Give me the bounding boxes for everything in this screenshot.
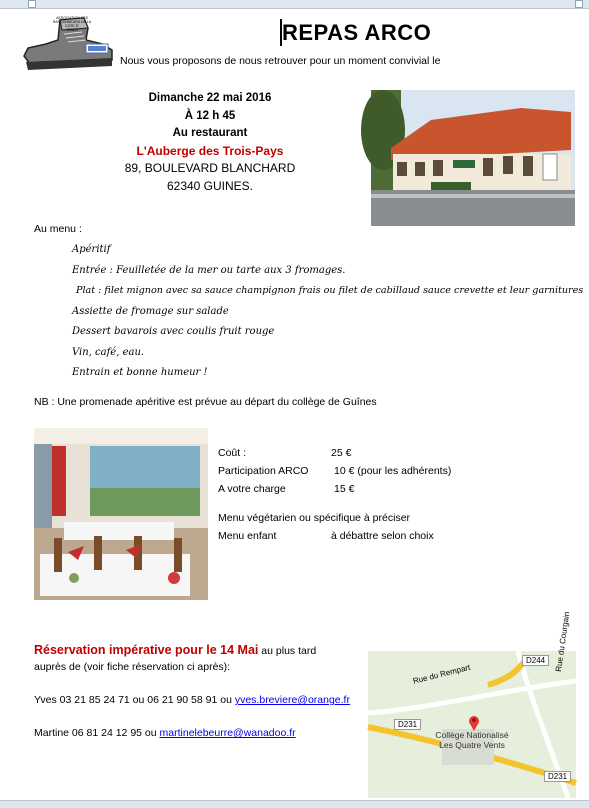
contact-yves-phones: Yves 03 21 85 24 71 ou 06 21 90 58 91 ou xyxy=(34,694,235,706)
contact-martine-phones: Martine 06 81 24 12 95 ou xyxy=(34,727,160,739)
restaurant-exterior-photo xyxy=(371,90,575,226)
bottom-ruler xyxy=(0,800,589,808)
pricing-block xyxy=(218,444,451,545)
menu-item: Dessert bavarois avec coulis fruit rouge xyxy=(72,326,275,337)
price-value: 25 € xyxy=(331,447,352,459)
logo-text: ASSOCIATION DES RANDONNEURS DE LA COTE D' OPALE xyxy=(52,16,92,32)
restaurant-city: 62340 GUINES. xyxy=(166,178,254,193)
reservation-heading-line xyxy=(34,641,316,659)
dining-room-photo xyxy=(34,428,208,600)
price-row xyxy=(218,480,451,498)
price-row xyxy=(218,444,451,462)
contact-martine xyxy=(34,727,296,739)
intro-text: Nous vous proposons de nous retrouver pour un moment convivial le xyxy=(120,55,441,67)
page-title: REPAS ARCO xyxy=(282,20,432,45)
map-road-label: D231 xyxy=(394,719,421,730)
restaurant-street: 89, BOULEVARD BLANCHARD xyxy=(124,161,296,175)
veg-note: Menu végétarien ou spécifique à préciser xyxy=(218,512,411,524)
menu-item: Apéritif xyxy=(72,244,111,255)
event-place-label: Au restaurant xyxy=(172,127,248,139)
top-ruler xyxy=(0,0,589,9)
menu-item: Entrain et bonne humeur ! xyxy=(72,367,208,378)
price-value: 15 € xyxy=(334,483,355,495)
menu-item: Plat : filet mignon avec sa sauce champignon frais ou filet de cabillaud sauce crevette et leur garnitures xyxy=(76,285,584,296)
menu-label: Au menu : xyxy=(34,223,82,235)
price-label: A votre charge xyxy=(218,483,286,495)
menu-item: Entrée : Feuilletée de la mer ou tarte aux 3 fromages. xyxy=(72,264,346,276)
child-menu-row xyxy=(218,527,451,545)
walk-note: NB : Une promenade apéritive est prévue au départ du collège de Guînes xyxy=(34,396,377,408)
reservation-heading-tail: au plus tard xyxy=(258,645,317,657)
contact-yves-email-link[interactable]: yves.breviere@orange.fr xyxy=(234,694,350,706)
price-value: 10 € (pour les adhérents) xyxy=(334,465,452,477)
menu-item: Vin, café, eau. xyxy=(72,346,145,358)
reservation-heading: Réservation impérative pour le 14 Mai xyxy=(34,643,259,657)
location-map xyxy=(368,611,576,798)
event-date: Dimanche 22 mai 2016 xyxy=(148,92,272,104)
map-road-label: D231 xyxy=(544,771,571,782)
restaurant-name: L'Auberge des Trois-Pays xyxy=(136,143,284,158)
contact-yves xyxy=(34,694,350,706)
child-menu-value: à débattre selon choix xyxy=(331,530,434,542)
child-menu-label: Menu enfant xyxy=(218,530,277,542)
menu-item: Assiette de fromage sur salade xyxy=(72,305,229,317)
event-details xyxy=(100,90,320,195)
contact-martine-email-link[interactable]: martinelebeurre@wanadoo.fr xyxy=(159,727,296,739)
ruler-marker[interactable] xyxy=(28,0,36,8)
map-road-label: D244 xyxy=(522,655,549,666)
price-label: Participation ARCO xyxy=(218,465,309,477)
menu-list xyxy=(72,240,584,384)
association-logo xyxy=(22,14,114,76)
event-time: À 12 h 45 xyxy=(184,109,236,122)
price-row xyxy=(218,462,451,480)
ruler-marker[interactable] xyxy=(575,0,583,8)
price-label: Coût : xyxy=(218,447,247,459)
map-street-label: Rue du Courgain xyxy=(554,611,572,673)
map-poi-label: Collège Nationalisé Les Quatre Vents xyxy=(435,730,509,750)
reservation-subtext: auprès de (voir fiche réservation ci après): xyxy=(34,661,231,673)
map-street-label: Rue du Rempart xyxy=(412,662,472,686)
